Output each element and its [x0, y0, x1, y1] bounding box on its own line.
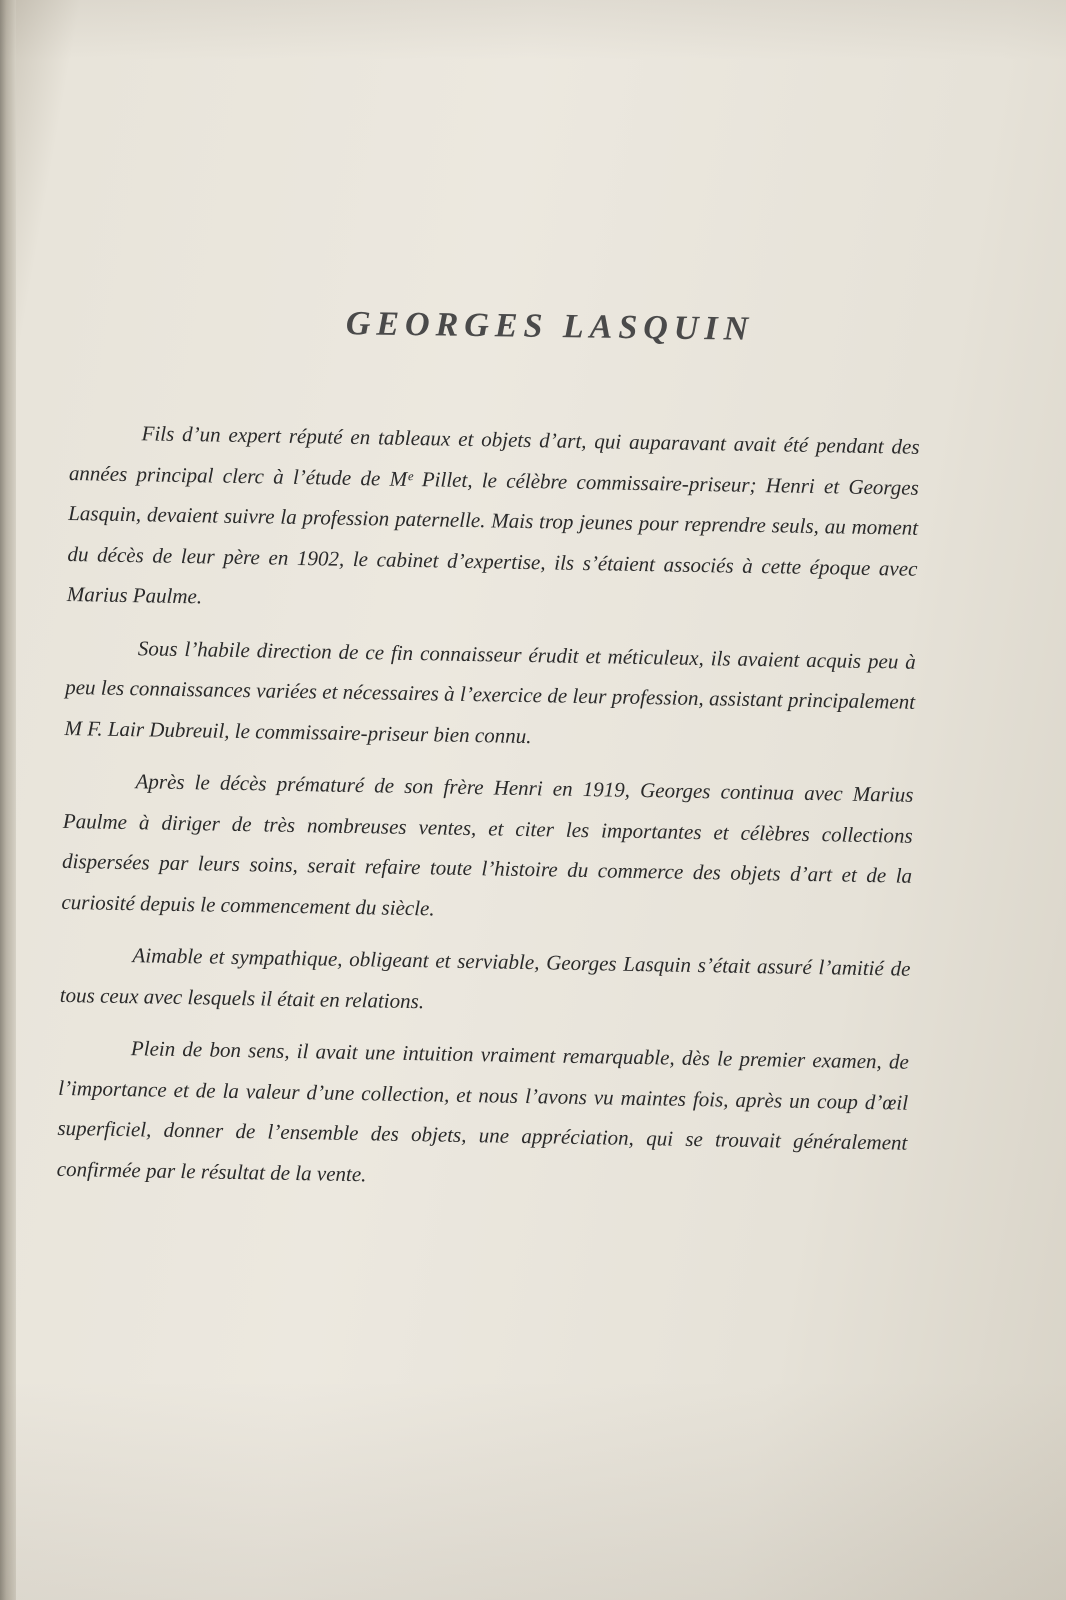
page-shadow-top: [0, 0, 1066, 60]
paragraph-5: Plein de bon sens, il avait une intuition vraiment remarquable, dès le premier examen, de l’importance et de la valeur d’une collection, et nous l’avons vu maintes fois, après un coup d’œil superficiel, donner de l’ensemble des objets, une appréciation, qui se trouvait généralement confirmée par le résultat de la vente.: [56, 1036, 909, 1186]
paragraph-2: Sous l’habile direction de ce fin connaisseur érudit et méticuleux, ils avaient acquis peu à peu les connaissances variées et nécessaires à l’exercice de leur profession, assistant principalement M F. Lair Dubreuil, le commissaire-priseur bien connu.: [64, 635, 916, 748]
paragraph-3: Après le décès prématuré de son frère Henri en 1919, Georges continua avec Marius Paulme à diriger de très nombreuses ventes, et citer les importantes et célèbres collections dispersées par leurs soins, serait refaire toute l’histoire du commerce des objets d’art et de la curiosité depuis le commencement du siècle.: [61, 769, 914, 920]
paragraph-1: Fils d’un expert réputé en tableaux et objets d’art, qui auparavant avait été pendant des années principal clerc à l’étude de Mᵉ Pillet, le célèbre commissaire-priseur; Henri et Georges Lasquin, devaient suivre la profession paternelle. Mais trop jeunes pour reprendre seuls, au moment du décès de leur père en 1902, le cabinet d’expertise, ils s’étaient associés à cette époque avec Marius Paulme.: [66, 421, 920, 609]
body-text: [56, 412, 920, 1216]
page-title: GEORGES LASQUIN: [345, 305, 755, 348]
paragraph-4: Aimable et sympathique, obligeant et serviable, Georges Lasquin s’était assuré l’amitié de tous ceux avec lesquels il était en relations.: [59, 943, 911, 1013]
page-edge: [0, 0, 16, 1600]
page-shadow-bottom: [0, 1380, 1066, 1600]
